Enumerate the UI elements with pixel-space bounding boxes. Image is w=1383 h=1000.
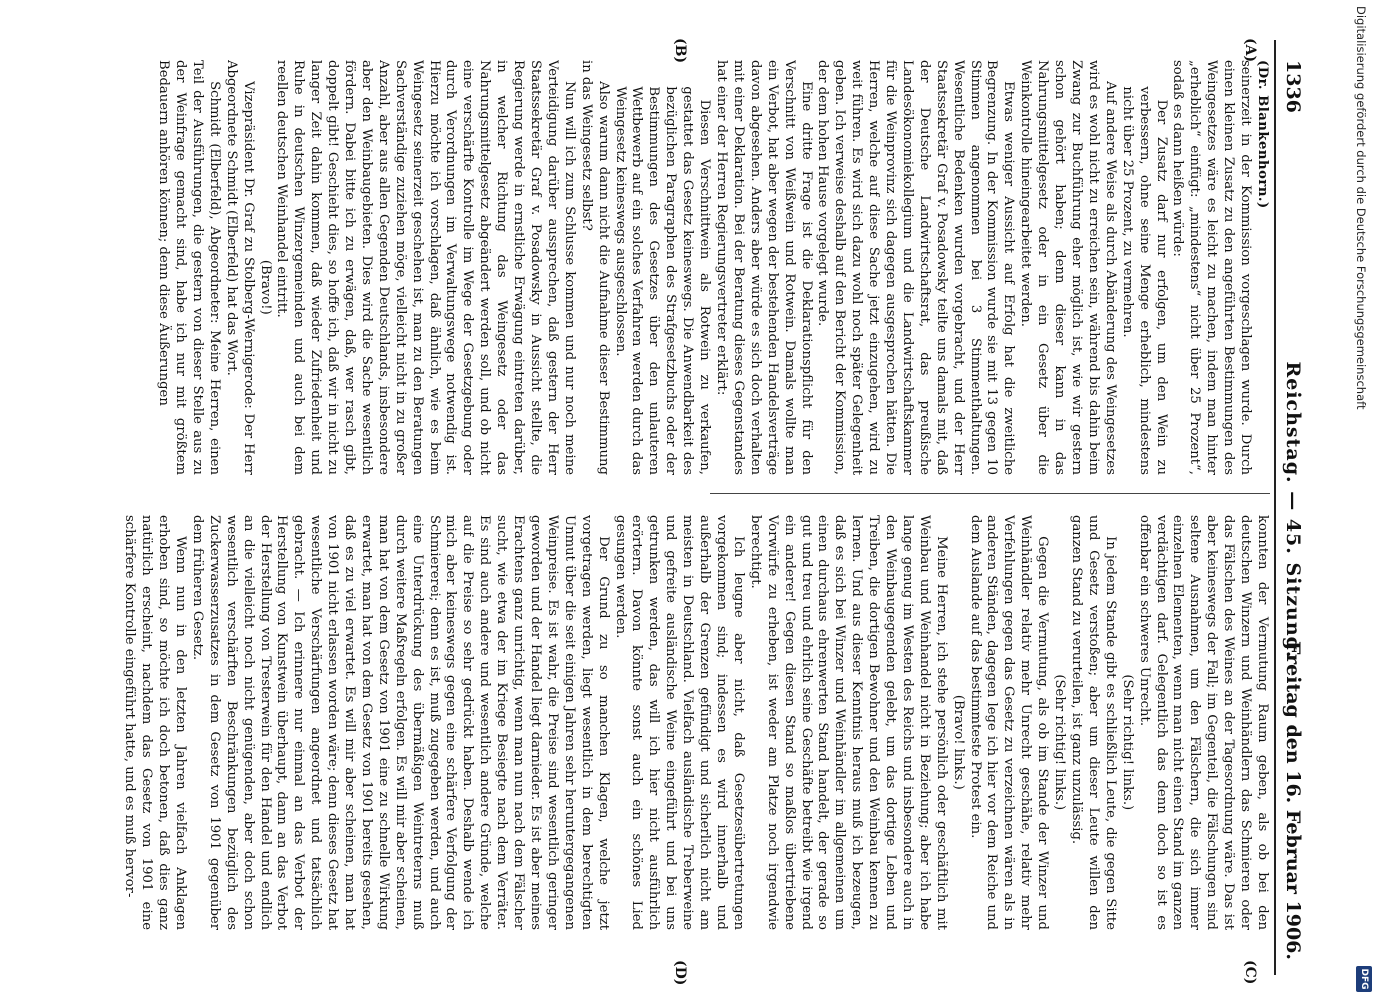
left-column — [15, 60, 1270, 475]
header-rule — [1274, 40, 1276, 975]
schmidt-paragraph: Schmidt (Elberfeld), Abgeordneter: Meine Herren, einen Teil der Ausführungen, die gestern von dieser Stelle aus zu der Weinfrage gemacht sind, habe ich nur mit größtem Bedauern anhören können; denn diese Äußerungen — [156, 60, 222, 475]
interjection: (Sehr richtig! links.) — [1052, 674, 1068, 811]
quoted-paragraph: Der Zusatz darf nur erfolgen, um den Wein zu verbessern, ohne seine Menge erheblich, mindestens nicht über 25 Prozent, zu vermehren. — [1119, 86, 1169, 475]
paragraph: Auf andere Weise als durch Abänderung des Weingesetzes wird es wohl nicht zu erreichen sein, während bis dahin beim Zwang zur Buchführung eher möglich ist, wie wir gestern schon gehört haben; denn dieser kann in das Nahrungsmittelgesetz oder in ein Gesetz über die Weinkontrolle hineingearbeitet werden. — [1018, 60, 1118, 475]
paragraph: Gegen die Vermutung, als ob im Stande der Winzer und Weinhändler relativ mehr Unrecht geschähe, relativ mehr Verfehlungen gegen das Gesetz zu verzeichnen wären als in anderen Ständen, dagegen lege ich hier vor dem Reiche und dem Auslande auf das bestimmteste Protest ein. — [967, 515, 1051, 930]
paragraph: Etwas weniger Aussicht auf Erfolg hat die zweitliche Begrenzung. In der Kommission wurde sie mit 13 gegen 10 Stimmen angenommen bei 3 Stimmenthaltungen. Wesentliche Bedenken wurden vorgebracht, und der Herr Staatssekretär Graf v. Posadowsky teilte uns damals mit, daß der Deutsche Landwirtschaftsrat, das preußische Landesökonomiekollegium und die Landwirtschaftskammer für die Weinprovinz sich dagegen ausgesprochen hätten. Die Herren, welche auf diese Sache jetzt einzugehen, wird zu weit führen. Es wird sich dazu wohl noch später Gelegenheit geben. Ich verweise deshalb auf den Bericht der Kommission, der dem hohen Hause vorgelegt wurde. — [815, 60, 1017, 475]
dfg-logo — [1356, 966, 1372, 992]
paragraph: seinerzeit in der Kommission vorgeschlagen wurde. Durch einen kleinen Zusatz zu den angeführten Bestimmungen des Weingesetzes wäre es leicht zu machen, indem man hinter „erheblich“ einfügt: „mindestens“ nicht über 25 Prozent“, sodaß es dann heißen würde: — [1170, 60, 1254, 475]
column-divider — [710, 493, 1270, 494]
page-title: Reichstag. — 45. Sitzung. — [1282, 361, 1304, 659]
margin-marker-d: (D) — [672, 960, 688, 986]
quoted-paragraph: Diesen Verschnittwein als Rotwein zu verkaufen, gestattet das Gesetz keineswegs. Die Anwendbarkeit des bezüglichen Paragraphen des Strafgesetzbuchs oder der Bestimmungen des Gesetzes über den unlauteren Wettbewerb auf ein solches Verfahren werden durch das Weingesetz keineswegs ausgeschlossen. — [612, 86, 713, 475]
speaker-label: (Dr. Blankenhorn.) — [1255, 60, 1270, 209]
margin-marker-b: (B) — [672, 38, 688, 64]
bravo-note: (Bravo!) — [257, 259, 273, 315]
interjection: (Sehr richtig! links.) — [1119, 674, 1135, 811]
paragraph: Wenn nun in den letzten Jahren vielfach Anklagen erhoben sind, so möchte ich doch betonen, daß dies ganz natürlich erscheint, nachdem das Gesetz von 1901 eine schärfere Kontrolle eingeführt hatte, und es muß hervor- — [122, 515, 188, 930]
paragraph: Nun will ich zum Schlusse kommen und nur noch meine Verteidigung darüber aussprechen, daß gestern der Herr Staatssekretär Graf v. Posadowsky in Aussicht stellte, die Regierung werde in ernstliche Erwägung eintreten darüber, in welcher Richtung das Weingesetz oder das Nahrungsmittelgesetz abgeändert werden soll, und ob nicht eine verschärfte Kontrolle im Wege der Gesetzgebung oder durch Verordnungen im Verwaltungswege notwendig ist. Hierzu möchte ich vorschlagen, daß ähnlich, wie es beim Weingesetz seinerzeit geschehen ist, man zu den Beratungen Sachverständige zuziehen möge, vielleicht nicht in zu großer Anzahl, aber aus allen Gegenden Deutschlands, insbesondere aber den Weinbaugebieten. Dies wird die Sache wesentlich fördern. Dabei bitte ich zu erwägen, daß, wer rasch gibt, doppelt gibt! Geschieht dies, so hoffe ich, daß wir in nicht zu langer Zeit dahin kommen, daß wieder Zufriedenheit und Ruhe in deutschen Winzergemeinden und auch bei dem reellen deutschen Weinhandel eintritt. — [274, 60, 577, 475]
paragraph: Eine dritte Frage ist die Deklarationspflicht für den Verschnitt von Weißwein und Rotwein. Damals wollte man ein Verbot, hat aber wegen der bestehenden Handelsverträge davon abgesehen. Anders aber würde es sich doch verhalten mit einer Deklaration. Bei der Beratung dieses Gegenstandes hat einer der Herren Regierungsvertreter erklärt: — [714, 60, 814, 475]
page-header — [1274, 60, 1304, 960]
paragraph: In jedem Stande gibt es schließlich Leute, die gegen Sitte und Gesetz verstoßen; aber um dieser Leute willen den ganzen Stand zu verurteilen, ist ganz unzulässig. — [1069, 515, 1118, 930]
margin-marker-c: (C) — [1242, 960, 1258, 985]
paragraph: Also warum dann nicht die Aufnahme dieser Bestimmung in das Weingesetz selbst? — [578, 60, 611, 475]
page-number: 1336 — [1282, 60, 1304, 113]
paragraph: Ich leugne aber nicht, daß Gesetzesübertretungen vorgekommen sind; indessen es wird innerhalb und außerhalb der Grenzen gefündigt und sicherlich nicht am meisten in Deutschland. Vielfach ausländische Treberweine und gefreite ausländische Weine eingeführt und bei uns getrunken werden, das will ich hier nicht ausführlich erörtern. Davon könnte sonst auch ein schönes Lied gesungen werden. — [612, 515, 746, 930]
page-date: Freitag den 16. Februar 1906. — [1282, 640, 1304, 960]
paragraph: Meine Herren, ich stehe persönlich oder geschäftlich mit Weinbau und Weinhandel nicht in Beziehung; aber ich habe lange genug im Westen des Reichs und insbesondere auch in den Weinbaugegenden gelebt, um das dortige Leben und Treiben, die dortigen Bewohner und den Weinbau kennen zu lernen. Und aus dieser Kenntnis heraus muß ich bezeugen, daß es sich bei Winzer und Weinhändler im allgemeinen um einen durchaus ehrenwerten Stand handelt, der gerade so gut und treu und ehrlich seine Geschäfte betreibt wie irgend ein anderer! Gegen diesen Stand so maßlos übertriebene Vorwürfe zu erheben, ist weder am Platze noch irgendwie berechtigt. — [747, 515, 949, 930]
right-column — [15, 515, 1270, 930]
digitization-credit — [1346, 6, 1376, 996]
paragraph: konnten der Vermutung Raum geben, als ob bei den deutschen Winzern und Weinhändlern das Schmieren oder das Fälschen des Weines an der Tagesordnung wäre. Das ist aber keineswegs der Fall; im Gegenteil, die Fälschungen sind seltene Ausnahmen, um den Fälschern, die sich immer einzelnen Elementen, wenn man nicht einen Stand im ganzen verdächtigen darf. Gelegentlich das denn doch so ist es offenbar ein schweres Unrecht. — [1136, 515, 1270, 930]
credit-text: Digitalisierung gefördert durch die Deutsche Forschungsgemeinschaft — [1354, 6, 1368, 410]
dfg-logo-text: DFG — [1359, 968, 1369, 990]
margin-marker-a: (A) — [1242, 38, 1258, 63]
vice-president-line: Vizepräsident Dr. Graf zu Stolberg-Wernigerode: Der Herr Abgeordnete Schmidt (Elberfeld) hat das Wort. — [223, 60, 256, 475]
paragraph: Der Grund zu so manchen Klagen, welche jetzt vorgetragen werden, liegt wesentlich in dem berechtigten Unmut über die seit einigen Jahren sehr heruntergegangenen Weinpreise. Es ist wahr, die Preise sind wesentlich geringer geworden und der Handel liegt darnieder. Es ist aber meines Erachtens ganz unrichtig, wenn man nun nach dem Fälscher sucht, wie etwa der im Kriege Besiegte nach dem Verräter. Es sind auch andere und wesentlich andere Gründe, welche auf die Preise so sehr gedrückt haben. Deshalb wende ich mich aber keineswegs gegen eine schärfere Verfolgung der Schmiererei; denn es ist, muß zugegeben werden, und auch eine Unterdrückung des übermäßigen Weintreterns muß durch weitere Maßregeln erfolgen. Es will mir aber scheinen, man hat von dem Gesetz von 1901 eine zu schnelle Wirkung erwartet, man hat von dem Gesetz von 1901 bereits gesehen, daß es zu viel erwartet. Es will mir aber scheinen, man hat von 1901 nicht erlassen worden wäre; denn dieses Gesetz hat wesentliche Verschärfungen angeordnet und tatsächlich gebracht. — Ich erinnere nur einmal an das Verbot der Herstellung von Kunstwein überhaupt, dann an das Verbot der Herstellung von Tresterwein für den Handel und endlich an die vielleicht noch nicht genügenden, aber doch schon wesentlich verschärften Beschränkungen bezüglich des Zuckerwasserzusatzes in dem Gesetz von 1901 gegenüber dem früheren Gesetz. — [189, 515, 611, 930]
interjection: (Bravo! links.) — [950, 694, 966, 790]
